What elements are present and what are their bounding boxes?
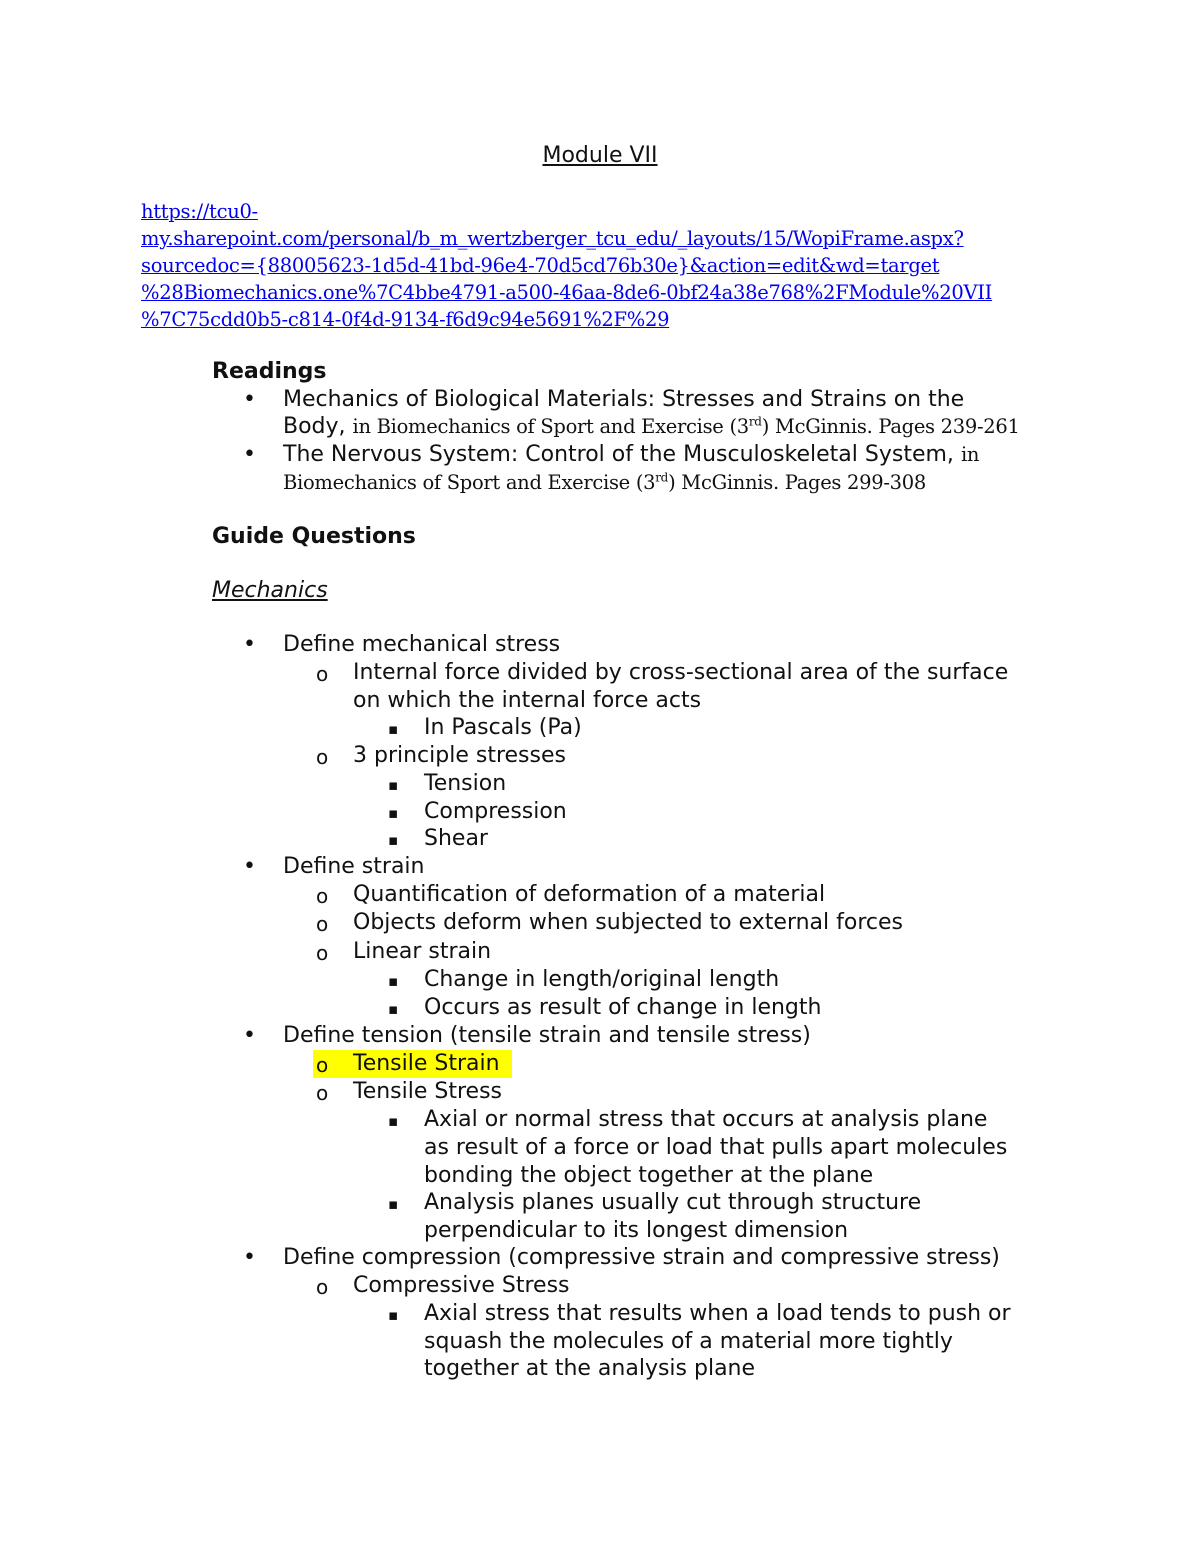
bullet-level3: ▪ [388, 1195, 399, 1213]
outline-item: on which the internal force acts [353, 688, 702, 713]
reading-2-in: in [960, 443, 980, 466]
outline-item: Axial stress that results when a load tends to push or [424, 1301, 1011, 1326]
page-title: Module VII [542, 143, 658, 168]
bullet-level1: • [243, 442, 256, 467]
bullet-level3: ▪ [388, 831, 399, 849]
link-line[interactable]: %7C75cdd0b5-c814-0f4d-9134-f6d9c94e5691%2F%29 [141, 308, 670, 331]
outline-item: Occurs as result of change in length [424, 995, 822, 1020]
outline-item: Define compression (compressive strain and compressive stress) [283, 1245, 1000, 1270]
outline-item: 3 principle stresses [353, 743, 566, 768]
bullet-level1: • [243, 1245, 256, 1270]
section-mechanics: Mechanics [212, 578, 328, 603]
reading-2-line1 [283, 441, 979, 469]
guide-questions-heading: Guide Questions [212, 524, 416, 549]
outline-item: squash the molecules of a material more tightly [424, 1329, 953, 1354]
bullet-level1: • [243, 387, 256, 412]
bullet-level3: ▪ [388, 1112, 399, 1130]
bullet-level3: ▪ [388, 804, 399, 822]
outline-item: Objects deform when subjected to external forces [353, 910, 903, 935]
outline-item: Internal force divided by cross-sectional area of the surface [353, 660, 1009, 685]
readings-heading: Readings [212, 359, 327, 384]
link-line[interactable]: https://tcu0- [141, 200, 258, 223]
outline-item: Change in length/original length [424, 967, 780, 992]
link-line[interactable]: sourcedoc={88005623-1d5d-41bd-96e4-70d5cd76b30e}&action=edit&wd=target [141, 254, 940, 277]
outline-item: Linear strain [353, 939, 492, 964]
bullet-level1: • [243, 1023, 256, 1048]
bullet-level2: o [316, 1081, 329, 1105]
reading-1-title: Mechanics of Biological Materials: Stresses and Strains on the [283, 387, 965, 412]
outline-item: Tensile Stress [353, 1079, 503, 1104]
outline-item: Tension [424, 771, 507, 796]
outline-item: as result of a force or load that pulls apart molecules [424, 1135, 1008, 1160]
bullet-level3: ▪ [388, 1306, 399, 1324]
outline-item-highlighted: Tensile Strain [353, 1051, 500, 1076]
outline-item: Axial or normal stress that occurs at analysis plane [424, 1107, 988, 1132]
link-line[interactable]: my.sharepoint.com/personal/b_m_wertzberger_tcu_edu/_layouts/15/WopiFrame.aspx? [141, 227, 964, 250]
outline-item: Define tension (tensile strain and tensile stress) [283, 1023, 811, 1048]
bullet-level2: o [316, 1275, 329, 1299]
bullet-level2: o [316, 1053, 329, 1077]
outline-item: bonding the object together at the plane [424, 1163, 874, 1188]
outline-item: together at the analysis plane [424, 1356, 756, 1381]
outline-item: Analysis planes usually cut through structure [424, 1190, 922, 1215]
bullet-level2: o [316, 662, 329, 686]
bullet-level1: • [243, 632, 256, 657]
reading-1-line2 [283, 413, 1020, 441]
bullet-level2: o [316, 745, 329, 769]
bullet-level3: ▪ [388, 776, 399, 794]
bullet-level2: o [316, 912, 329, 936]
reading-2-source: Biomechanics of Sport and Exercise (3rd) McGinnis. Pages 299-308 [283, 470, 926, 494]
outline-item: Quantification of deformation of a material [353, 882, 826, 907]
reading-2-title: The Nervous System: Control of the Musculoskeletal System, [283, 442, 954, 467]
link-line[interactable]: %28Biomechanics.one%7C4bbe4791-a500-46aa-8de6-0bf24a38e768%2FModule%20VII [141, 281, 993, 304]
bullet-level3: ▪ [388, 720, 399, 738]
bullet-level1: • [243, 854, 256, 879]
outline-item: In Pascals (Pa) [424, 715, 582, 740]
outline-item: Shear [424, 826, 488, 851]
reading-1-source: in Biomechanics of Sport and Exercise (3rd) McGinnis. Pages 239-261 [352, 414, 1020, 438]
bullet-level3: ▪ [388, 972, 399, 990]
outline-item: perpendicular to its longest dimension [424, 1218, 849, 1243]
outline-item: Define mechanical stress [283, 632, 561, 657]
sharepoint-link[interactable] [141, 198, 1041, 333]
outline-item: Compressive Stress [353, 1273, 570, 1298]
bullet-level2: o [316, 941, 329, 965]
bullet-level2: o [316, 884, 329, 908]
outline-item: Define strain [283, 854, 425, 879]
bullet-level3: ▪ [388, 1000, 399, 1018]
outline-item: Compression [424, 799, 567, 824]
reading-1-title-end: Body, [283, 414, 346, 439]
